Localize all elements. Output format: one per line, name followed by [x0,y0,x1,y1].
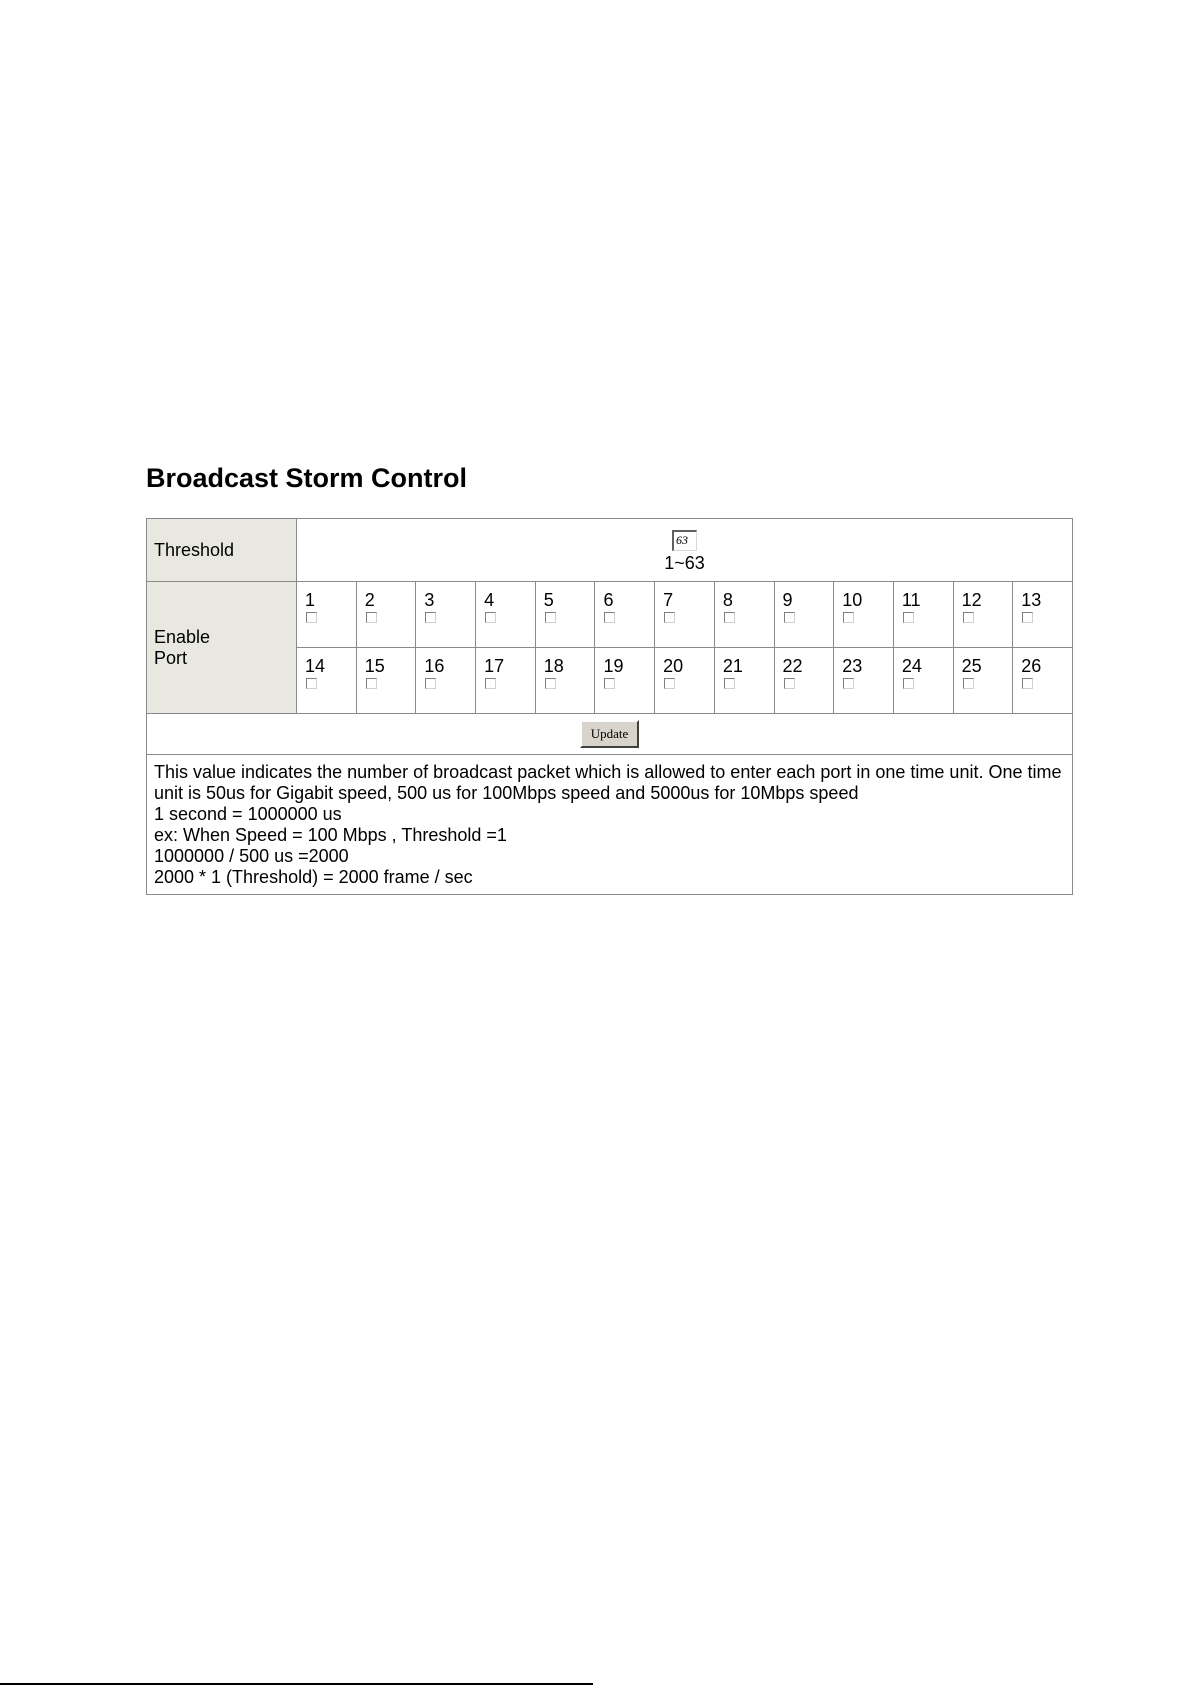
description-line: 1 second = 1000000 us [154,804,342,824]
port-number-label: 17 [484,656,505,676]
port-cell-15 [356,648,416,714]
description-line: 2000 * 1 (Threshold) = 2000 frame / sec [154,867,473,887]
port-cell-24 [893,648,953,714]
enable-port-label-line2: Port [154,647,188,668]
port-number-label: 14 [305,656,326,676]
port-number-label: 10 [842,590,863,610]
port-1-checkbox[interactable] [306,612,317,623]
port-cell-16 [416,648,476,714]
port-number-label: 20 [663,656,684,676]
port-cell-19 [595,648,655,714]
port-cell-8 [714,582,774,648]
port-11-checkbox[interactable] [903,612,914,623]
port-number-label: 11 [901,590,921,610]
port-cell-13 [1013,582,1073,648]
port-cell-3 [416,582,476,648]
port-number-label: 18 [543,656,564,676]
threshold-input[interactable] [672,530,697,551]
port-number-label: 23 [842,656,863,676]
port-number-label: 15 [364,656,385,676]
port-9-checkbox[interactable] [784,612,795,623]
port-20-checkbox[interactable] [664,678,675,689]
port-2-checkbox[interactable] [366,612,377,623]
port-number-label: 12 [961,590,982,610]
port-cell-9 [774,582,834,648]
port-12-checkbox[interactable] [963,612,974,623]
port-23-checkbox[interactable] [843,678,854,689]
port-cell-14 [297,648,357,714]
description-line: ex: When Speed = 100 Mbps , Threshold =1 [154,825,507,845]
port-6-checkbox[interactable] [604,612,615,623]
port-15-checkbox[interactable] [366,678,377,689]
port-number-label: 5 [543,590,554,610]
port-number-label: 9 [782,590,793,610]
port-cell-25 [953,648,1013,714]
port-cell-26 [1013,648,1073,714]
port-number-label: 13 [1021,590,1042,610]
port-number-label: 6 [603,590,614,610]
description-line: 1000000 / 500 us =2000 [154,846,349,866]
update-cell [147,714,1073,755]
port-number-label: 26 [1021,656,1042,676]
port-cell-20 [655,648,715,714]
port-number-label: 2 [364,590,375,610]
port-cell-7 [655,582,715,648]
port-14-checkbox[interactable] [306,678,317,689]
port-cell-23 [834,648,894,714]
port-19-checkbox[interactable] [604,678,615,689]
port-21-checkbox[interactable] [724,678,735,689]
port-cell-5 [535,582,595,648]
port-7-checkbox[interactable] [664,612,675,623]
port-number-label: 25 [961,656,982,676]
port-8-checkbox[interactable] [724,612,735,623]
port-number-label: 8 [722,590,733,610]
port-10-checkbox[interactable] [843,612,854,623]
port-cell-10 [834,582,894,648]
port-3-checkbox[interactable] [425,612,436,623]
port-number-label: 1 [305,590,316,610]
port-17-checkbox[interactable] [485,678,496,689]
port-13-checkbox[interactable] [1022,612,1033,623]
update-button[interactable]: Update [580,720,639,748]
description-row [147,755,1073,895]
threshold-range: 1~63 [664,552,705,573]
port-24-checkbox[interactable] [903,678,914,689]
port-cell-22 [774,648,834,714]
threshold-row [147,519,1073,582]
enable-port-label-line1: Enable [154,626,211,647]
port-cell-2 [356,582,416,648]
port-25-checkbox[interactable] [963,678,974,689]
port-number-label: 21 [722,656,743,676]
port-number-label: 3 [424,590,435,610]
port-18-checkbox[interactable] [545,678,556,689]
port-cell-12 [953,582,1013,648]
description-cell [147,755,1073,895]
port-cell-6 [595,582,655,648]
port-number-label: 19 [603,656,624,676]
port-5-checkbox[interactable] [545,612,556,623]
port-cell-11 [893,582,953,648]
port-cell-21 [714,648,774,714]
port-number-label: 4 [484,590,495,610]
port-number-label: 7 [663,590,674,610]
storm-control-table [146,518,1073,895]
port-22-checkbox[interactable] [784,678,795,689]
update-row [147,714,1073,755]
port-cell-18 [535,648,595,714]
enable-port-label [147,582,297,714]
page-title: Broadcast Storm Control [146,463,468,493]
description-line: This value indicates the number of broadcast packet which is allowed to enter each port in one time unit. One time unit is 50us for Gigabit speed, 500 us for 100Mbps speed and 5000us for 10Mbps speed [154,762,1062,803]
port-number-label: 16 [424,656,445,676]
threshold-label: Threshold [147,519,297,582]
port-26-checkbox[interactable] [1022,678,1033,689]
port-4-checkbox[interactable] [485,612,496,623]
port-cell-17 [476,648,536,714]
port-cell-1 [297,582,357,648]
port-number-label: 24 [901,656,922,676]
port-cell-4 [476,582,536,648]
threshold-value-cell [297,519,1073,582]
port-16-checkbox[interactable] [425,678,436,689]
port-number-label: 22 [782,656,803,676]
port-row-1 [147,582,1073,648]
